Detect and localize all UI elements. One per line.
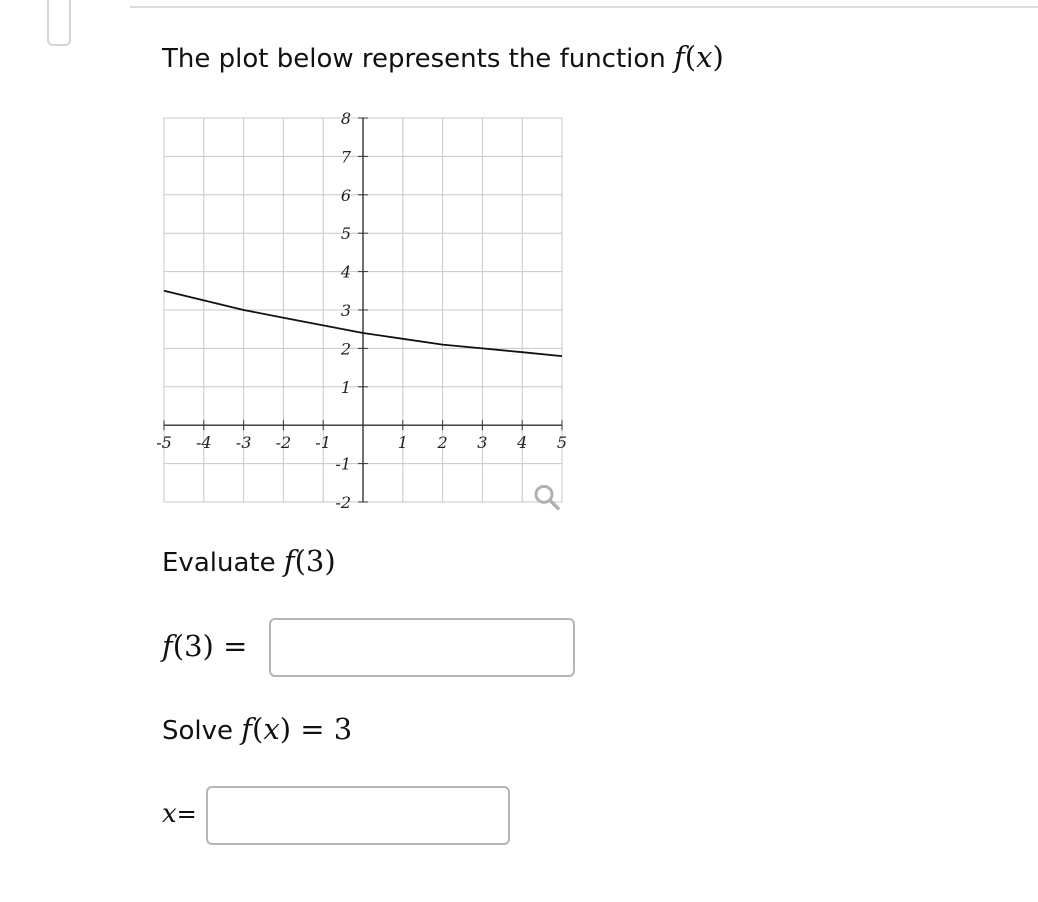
- side-tab[interactable]: [47, 0, 71, 46]
- x-label: x=: [162, 799, 197, 829]
- question-title: [162, 42, 724, 74]
- x-answer-input[interactable]: [206, 786, 510, 845]
- y-tick-label: 8: [340, 109, 351, 128]
- x-tick-label: -2: [275, 433, 292, 453]
- evaluate-math: f(3): [283, 544, 336, 578]
- f3-label: f(3) =: [162, 629, 248, 663]
- top-divider: [130, 6, 1038, 8]
- x-tick-label: 1: [397, 433, 408, 453]
- y-tick-label: -2: [335, 493, 351, 512]
- y-tick-label: 3: [340, 301, 351, 320]
- x-tick-label: -5: [156, 433, 172, 453]
- f3-answer-input[interactable]: [269, 618, 575, 677]
- y-tick-label: -1: [335, 454, 351, 474]
- y-tick-label: 4: [340, 262, 351, 282]
- function-graph: [158, 108, 568, 512]
- y-tick-label: 7: [340, 147, 351, 167]
- magnifier-icon[interactable]: [536, 486, 558, 508]
- y-tick-label: 6: [340, 185, 351, 205]
- title-math: f(x): [674, 40, 724, 74]
- y-tick-label: 2: [340, 339, 351, 359]
- x-tick-label: -1: [315, 433, 331, 453]
- evaluate-prompt: [162, 546, 336, 578]
- x-tick-label: 3: [477, 433, 488, 453]
- x-tick-label: -4: [196, 433, 212, 453]
- title-text: The plot below represents the function: [162, 44, 666, 74]
- y-tick-label: 5: [340, 224, 351, 244]
- x-tick-label: -3: [235, 433, 252, 453]
- x-tick-label: 4: [517, 433, 528, 453]
- x-tick-label: 2: [437, 433, 448, 453]
- solve-math: f(x) = 3: [241, 712, 353, 746]
- evaluate-text: Evaluate: [162, 548, 276, 578]
- x-tick-label: 5: [556, 433, 568, 453]
- y-tick-label: 1: [340, 377, 351, 397]
- solve-text: Solve: [162, 716, 234, 746]
- solve-prompt: [162, 714, 352, 746]
